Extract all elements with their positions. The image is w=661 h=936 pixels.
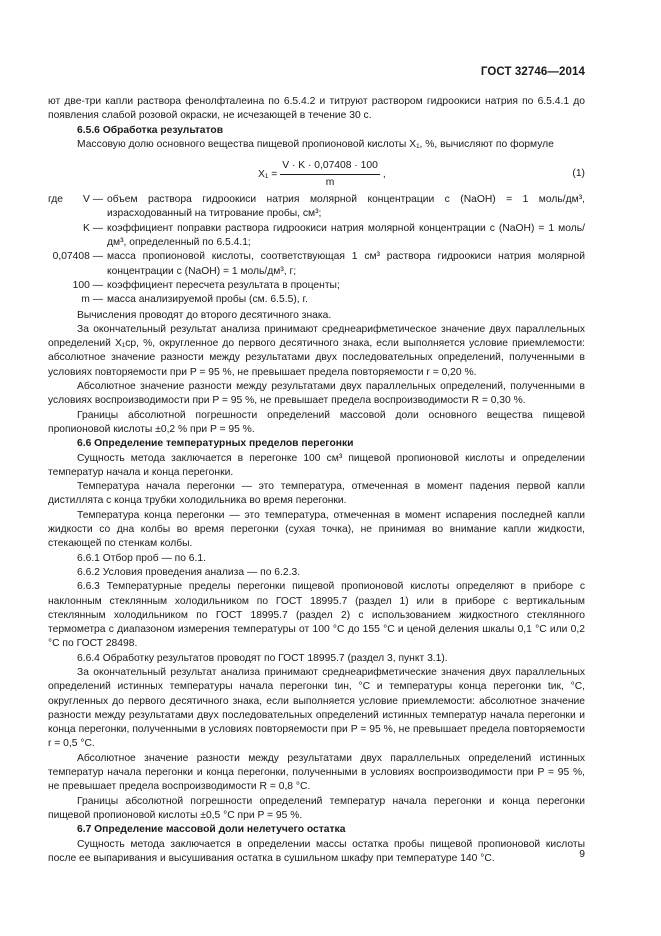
definition-description: коэффициент поправки раствора гидроокиси натрия молярной концентрации c (NaOH) = 1 моль/дм³, определенный по 6.5.4.1; — [107, 222, 585, 249]
paragraph: За окончательный результат анализа принимают среднеарифметическое значение двух параллельных определений X₁ср, %, округленное до первого десятичного знака, если выполняется условие приемлемости: абсолютное значение разности между результатами двух последовательных определений, полученными в условиях повторяемости при P = 95 %, не превышает предела повторяемости r = 0,20 %. — [48, 323, 585, 378]
paragraph: Границы абсолютной погрешности определений массовой доли основного вещества пищевой пропионовой кислоты ±0,2 % при P = 95 %. — [48, 409, 585, 435]
paragraph-formula-intro: Массовую долю основного вещества пищевой пропионовой кислоты X₁, %, вычисляют по формуле — [77, 138, 554, 150]
formula-expression — [258, 159, 386, 191]
definition-list — [48, 193, 585, 307]
page-number: 9 — [579, 849, 585, 860]
paragraph: Температура начала перегонки — это температура, отмеченная в момент падения первой капли дистиллята с конца трубки холодильника во время перегонки. — [48, 481, 585, 507]
formula-fraction — [280, 159, 380, 191]
where-label: где — [48, 194, 64, 206]
paragraph-continuation: ют две-три капли раствора фенолфталеина по 6.5.4.2 и титруют раствором гидроокиси натрия по 6.5.4.1 до появления слабой розовой окраски, не исчезающей в течение 30 с. — [48, 96, 585, 122]
definition-term: V — — [82, 194, 103, 206]
definition-term: 0,07408 — — [52, 251, 103, 263]
paragraph-6-6-1: 6.6.1 Отбор проб — по 6.1. — [77, 552, 206, 564]
definition-item — [48, 293, 585, 307]
definition-term: m — — [81, 294, 103, 306]
definition-item — [48, 250, 585, 279]
section-heading-6-6: 6.6 Определение температурных пределов перегонки — [77, 438, 354, 450]
formula-denominator: m — [325, 177, 335, 189]
section-heading-6-7: 6.7 Определение массовой доли нелетучего остатка — [77, 824, 346, 836]
definition-term: K — — [82, 222, 103, 234]
formula-1 — [48, 154, 585, 190]
paragraph: Вычисления проводят до второго десятичного знака. — [77, 309, 332, 321]
definition-item — [48, 222, 585, 251]
paragraph-6-6-2: 6.6.2 Условия проведения анализа — по 6.2.3. — [77, 566, 301, 578]
definition-item — [48, 193, 585, 222]
formula-numerator: V · K · 0,07408 · 100 — [280, 159, 380, 175]
paragraph: Границы абсолютной погрешности определений температур начала перегонки и конца перегонки пищевой пропионовой кислоты ±0,5 °С при P = 95 %. — [48, 795, 585, 821]
paragraph-6-6-4: 6.6.4 Обработку результатов проводят по ГОСТ 18995.7 (раздел 3, пункт 3.1). — [77, 652, 448, 664]
formula-comma: , — [382, 168, 386, 180]
section-heading-6-5-6: 6.5.6 Обработка результатов — [77, 124, 224, 136]
definition-description: коэффициент пересчета результата в проценты; — [107, 279, 340, 291]
paragraph: Сущность метода заключается в перегонке 100 см³ пищевой пропионовой кислоты и определении температур начала и конца перегонки. — [48, 452, 585, 478]
document-body — [48, 95, 585, 866]
definition-description: объем раствора гидроокиси натрия молярной концентрации c (NaOH) = 1 моль/дм³, израсходованный на титрование пробы, см³; — [107, 194, 585, 220]
definition-item — [48, 279, 585, 293]
document-code-header: ГОСТ 32746—2014 — [480, 66, 585, 78]
definition-description: масса анализируемой пробы (см. 6.5.5), г. — [107, 294, 308, 306]
definition-term: 100 — — [72, 279, 103, 291]
formula-lhs: X₁ = — [258, 168, 278, 180]
paragraph: За окончательный результат анализа принимают среднеарифметические значения двух параллельных определений истинных температуры начала перегонки tин, °С и температуры конца перегонки tик, °С, округленных до первого десятичного знака, если выполняется условие приемлемости: абсолютное значение разности между результатами двух последовательных определений истинных температур начала перегонки и конца перегонки, полученными в условиях повторяемости при P = 95 %, не превышает предела повторяемости r = 0,5 °С. — [48, 666, 585, 750]
paragraph: Абсолютное значение разности между результатами двух параллельных определений, полученными в условиях воспроизводимости при P = 95 %, не превышает предела воспроизводимости R = 0,30 %. — [48, 381, 585, 407]
paragraph-6-6-3: 6.6.3 Температурные пределы перегонки пищевой пропионовой кислоты определяют в приборе с наклонным стеклянным холодильником по ГОСТ 18995.7 (раздел 1) или в приборе с вертикальным стеклянным холодильником по ГОСТ 18995.7 (раздел 2) с использованием жидкостного стеклянного термометра с диапазоном измерения температуры от 100 °С до 155 °С и ценой деления шкалы 0,1 °С или 0,2 °С по ГОСТ 28498. — [48, 581, 585, 650]
paragraph: Сущность метода заключается в определении массы остатка пробы пищевой пропионовой кислоты после ее выпаривания и высушивания остатка в сушильном шкафу при температуре 140 °С. — [48, 838, 585, 864]
paragraph: Температура конца перегонки — это температура, отмеченная в момент испарения последней капли жидкости со дна колбы во время перегонки (сухая точка), не принимая во внимание капли жидкости, стекающей по стенкам колбы. — [48, 509, 585, 550]
definition-description: масса пропионовой кислоты, соответствующая 1 см³ раствора гидроокиси натрия молярной концентрации c (NaOH) = 1 моль/дм³, г; — [107, 251, 585, 277]
formula-number-label: (1) — [572, 168, 585, 180]
paragraph: Абсолютное значение разности между результатами двух параллельных определений истинных температур начала перегонки и конца перегонки, полученными в условиях воспроизводимости при P = 95 %, не превышает предела воспроизводимости R = 0,8 °С. — [48, 752, 585, 793]
